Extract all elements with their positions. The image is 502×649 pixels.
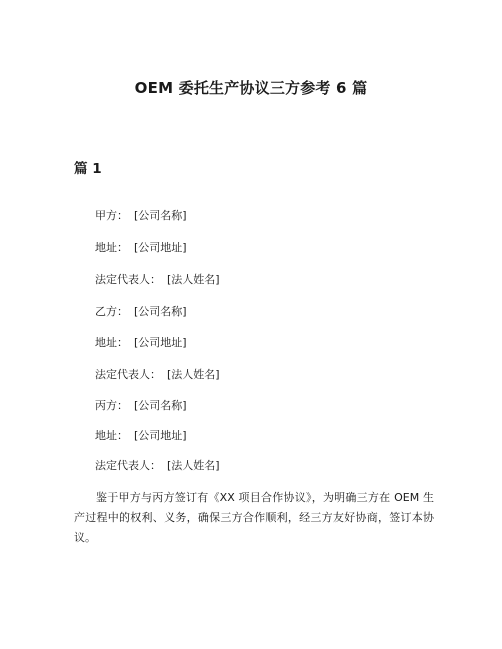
- party-b-representative: [法人姓名]: [167, 368, 220, 381]
- party-c-address-label: 地址：: [95, 429, 128, 442]
- party-a-label: 甲方：: [95, 209, 128, 222]
- document-title: OEM 委托生产协议三方参考 6 篇: [134, 79, 368, 97]
- party-a-address-line: [95, 240, 187, 256]
- party-c-address: [公司地址]: [134, 429, 187, 442]
- party-b-representative-label: 法定代表人：: [95, 368, 161, 381]
- party-a-address-label: 地址：: [95, 241, 128, 254]
- party-b-address: [公司地址]: [134, 336, 187, 349]
- party-b-name: [公司名称]: [134, 305, 187, 318]
- party-a-name: [公司名称]: [134, 209, 187, 222]
- party-b-label: 乙方：: [95, 305, 128, 318]
- party-c-address-line: [95, 428, 187, 444]
- party-b-representative-line: [95, 367, 220, 383]
- party-b-address-label: 地址：: [95, 336, 128, 349]
- party-a-representative-label: 法定代表人：: [95, 273, 161, 286]
- party-a-address: [公司地址]: [134, 241, 187, 254]
- party-b-name-line: [95, 304, 187, 320]
- party-c-representative-label: 法定代表人：: [95, 459, 161, 472]
- party-c-representative-line: [95, 458, 220, 474]
- party-c-name-line: [95, 398, 187, 414]
- party-c-name: [公司名称]: [134, 399, 187, 412]
- party-c-label: 丙方：: [95, 399, 128, 412]
- party-a-representative: [法人姓名]: [167, 273, 220, 286]
- party-a-name-line: [95, 208, 187, 224]
- party-c-representative: [法人姓名]: [167, 459, 220, 472]
- preamble-paragraph: 鉴于甲方与丙方签订有《XX 项目合作协议》，为明确三方在 OEM 生产过程中的权利、义务，确保三方合作顺利，经三方友好协商，签订本协议。: [74, 491, 434, 544]
- section-heading: 篇 1: [74, 161, 102, 177]
- party-a-representative-line: [95, 272, 220, 288]
- party-b-address-line: [95, 335, 187, 351]
